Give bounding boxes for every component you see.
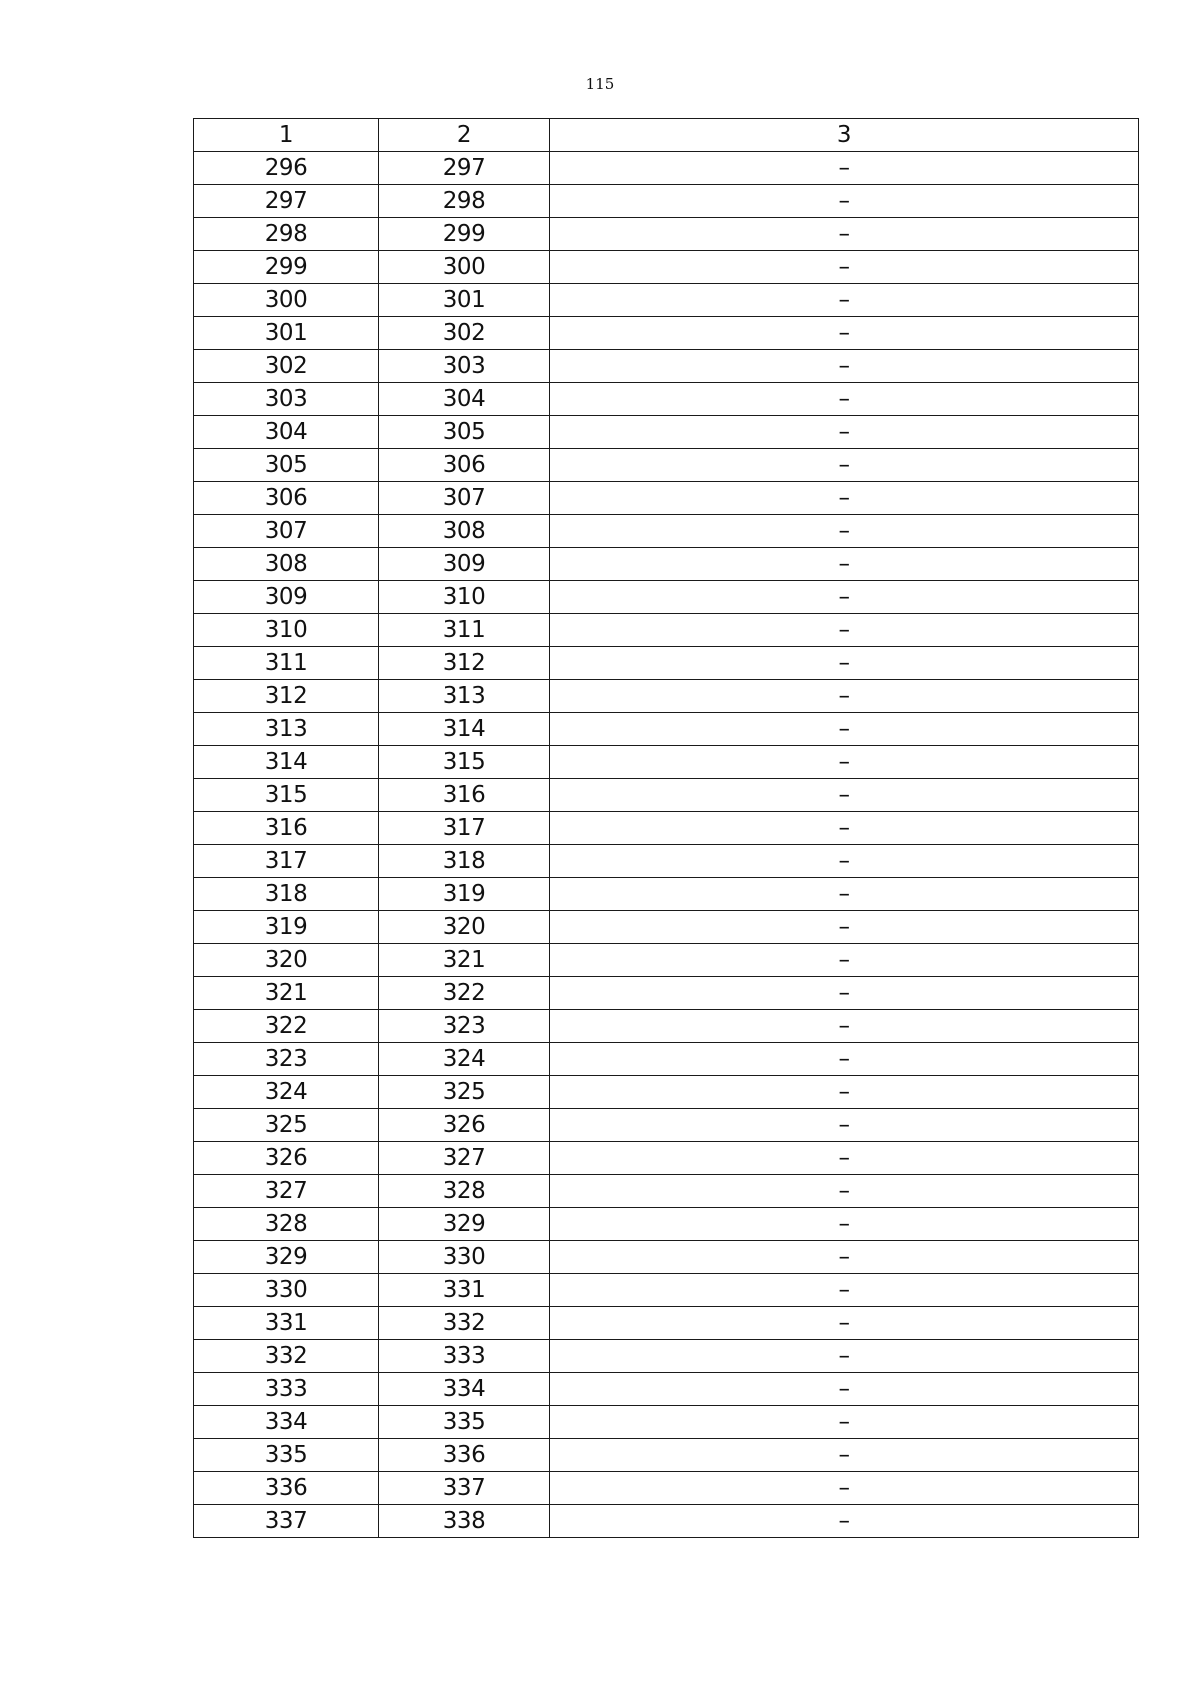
cell-col-2: 308 [379, 515, 550, 548]
cell-col-1: 296 [194, 152, 379, 185]
cell-col-2: 302 [379, 317, 550, 350]
cell-col-2: 329 [379, 1208, 550, 1241]
cell-col-1: 312 [194, 680, 379, 713]
column-header-3: 3 [550, 119, 1139, 152]
cell-col-3: – [550, 1274, 1139, 1307]
table-row [194, 350, 1139, 383]
cell-col-2: 313 [379, 680, 550, 713]
cell-col-2: 338 [379, 1505, 550, 1538]
cell-col-2: 323 [379, 1010, 550, 1043]
cell-col-1: 332 [194, 1340, 379, 1373]
table-body [194, 152, 1139, 1538]
cell-col-3: – [550, 977, 1139, 1010]
cell-col-2: 304 [379, 383, 550, 416]
cell-col-2: 321 [379, 944, 550, 977]
cell-col-1: 311 [194, 647, 379, 680]
cell-col-1: 328 [194, 1208, 379, 1241]
table-row [194, 1010, 1139, 1043]
cell-col-1: 297 [194, 185, 379, 218]
cell-col-2: 312 [379, 647, 550, 680]
cell-col-3: – [550, 1043, 1139, 1076]
table-row [194, 812, 1139, 845]
cell-col-1: 316 [194, 812, 379, 845]
table-row [194, 1175, 1139, 1208]
table-row [194, 1340, 1139, 1373]
table-row [194, 482, 1139, 515]
cell-col-1: 300 [194, 284, 379, 317]
cell-col-2: 320 [379, 911, 550, 944]
cell-col-3: – [550, 1406, 1139, 1439]
cell-col-1: 334 [194, 1406, 379, 1439]
table-row [194, 1142, 1139, 1175]
cell-col-3: – [550, 284, 1139, 317]
table-row [194, 581, 1139, 614]
cell-col-1: 327 [194, 1175, 379, 1208]
cell-col-3: – [550, 944, 1139, 977]
cell-col-1: 335 [194, 1439, 379, 1472]
cell-col-3: – [550, 1505, 1139, 1538]
table-row [194, 845, 1139, 878]
page-number: 115 [585, 75, 615, 93]
table-row [194, 1109, 1139, 1142]
cell-col-1: 301 [194, 317, 379, 350]
cell-col-3: – [550, 647, 1139, 680]
cell-col-3: – [550, 878, 1139, 911]
cell-col-1: 321 [194, 977, 379, 1010]
table-row [194, 944, 1139, 977]
cell-col-1: 324 [194, 1076, 379, 1109]
cell-col-3: – [550, 449, 1139, 482]
cell-col-1: 298 [194, 218, 379, 251]
cell-col-3: – [550, 1472, 1139, 1505]
table-row [194, 1076, 1139, 1109]
cell-col-2: 331 [379, 1274, 550, 1307]
cell-col-3: – [550, 713, 1139, 746]
cell-col-1: 325 [194, 1109, 379, 1142]
table-row [194, 284, 1139, 317]
table-row [194, 746, 1139, 779]
cell-col-3: – [550, 845, 1139, 878]
header-row [194, 119, 1139, 152]
cell-col-1: 307 [194, 515, 379, 548]
cell-col-1: 309 [194, 581, 379, 614]
cell-col-3: – [550, 218, 1139, 251]
cell-col-3: – [550, 185, 1139, 218]
cell-col-3: – [550, 1010, 1139, 1043]
cell-col-3: – [550, 350, 1139, 383]
cell-col-1: 323 [194, 1043, 379, 1076]
table-row [194, 317, 1139, 350]
cell-col-1: 318 [194, 878, 379, 911]
cell-col-1: 326 [194, 1142, 379, 1175]
cell-col-2: 318 [379, 845, 550, 878]
cell-col-3: – [550, 1109, 1139, 1142]
cell-col-3: – [550, 581, 1139, 614]
cell-col-2: 334 [379, 1373, 550, 1406]
table-row [194, 218, 1139, 251]
cell-col-1: 322 [194, 1010, 379, 1043]
table-row [194, 779, 1139, 812]
cell-col-3: – [550, 548, 1139, 581]
table-row [194, 614, 1139, 647]
table-row [194, 152, 1139, 185]
cell-col-3: – [550, 1373, 1139, 1406]
cell-col-1: 320 [194, 944, 379, 977]
cell-col-3: – [550, 1076, 1139, 1109]
cell-col-3: – [550, 1241, 1139, 1274]
cell-col-3: – [550, 383, 1139, 416]
table-row [194, 977, 1139, 1010]
cell-col-3: – [550, 1142, 1139, 1175]
cell-col-2: 297 [379, 152, 550, 185]
cell-col-2: 324 [379, 1043, 550, 1076]
cell-col-3: – [550, 482, 1139, 515]
cell-col-2: 303 [379, 350, 550, 383]
cell-col-2: 299 [379, 218, 550, 251]
cell-col-2: 309 [379, 548, 550, 581]
table-row [194, 878, 1139, 911]
table-row [194, 449, 1139, 482]
cell-col-1: 306 [194, 482, 379, 515]
cell-col-2: 314 [379, 713, 550, 746]
cell-col-2: 333 [379, 1340, 550, 1373]
cell-col-1: 308 [194, 548, 379, 581]
table-row [194, 185, 1139, 218]
cell-col-3: – [550, 1307, 1139, 1340]
cell-col-2: 317 [379, 812, 550, 845]
cell-col-1: 314 [194, 746, 379, 779]
cell-col-2: 298 [379, 185, 550, 218]
table-header [194, 119, 1139, 152]
cell-col-3: – [550, 779, 1139, 812]
table-row [194, 1241, 1139, 1274]
table-row [194, 1439, 1139, 1472]
table-row [194, 515, 1139, 548]
cell-col-1: 313 [194, 713, 379, 746]
cell-col-1: 330 [194, 1274, 379, 1307]
cell-col-1: 303 [194, 383, 379, 416]
cell-col-3: – [550, 317, 1139, 350]
cell-col-2: 319 [379, 878, 550, 911]
cell-col-3: – [550, 1340, 1139, 1373]
cell-col-3: – [550, 1208, 1139, 1241]
cell-col-3: – [550, 1439, 1139, 1472]
table-row [194, 383, 1139, 416]
table-row [194, 1472, 1139, 1505]
cell-col-2: 310 [379, 581, 550, 614]
data-table [193, 118, 1139, 1538]
table-row [194, 1406, 1139, 1439]
cell-col-2: 301 [379, 284, 550, 317]
cell-col-2: 326 [379, 1109, 550, 1142]
cell-col-2: 316 [379, 779, 550, 812]
cell-col-2: 300 [379, 251, 550, 284]
cell-col-1: 315 [194, 779, 379, 812]
cell-col-1: 317 [194, 845, 379, 878]
cell-col-2: 337 [379, 1472, 550, 1505]
table-row [194, 1307, 1139, 1340]
cell-col-1: 337 [194, 1505, 379, 1538]
cell-col-2: 306 [379, 449, 550, 482]
cell-col-2: 305 [379, 416, 550, 449]
cell-col-1: 336 [194, 1472, 379, 1505]
table-row [194, 713, 1139, 746]
cell-col-2: 328 [379, 1175, 550, 1208]
table-row [194, 1274, 1139, 1307]
cell-col-2: 315 [379, 746, 550, 779]
cell-col-3: – [550, 614, 1139, 647]
cell-col-2: 330 [379, 1241, 550, 1274]
cell-col-2: 322 [379, 977, 550, 1010]
table-row [194, 1208, 1139, 1241]
table-row [194, 647, 1139, 680]
table-row [194, 548, 1139, 581]
cell-col-1: 302 [194, 350, 379, 383]
table-row [194, 1373, 1139, 1406]
cell-col-1: 304 [194, 416, 379, 449]
cell-col-3: – [550, 911, 1139, 944]
table-row [194, 1505, 1139, 1538]
cell-col-3: – [550, 1175, 1139, 1208]
table-row [194, 251, 1139, 284]
cell-col-3: – [550, 746, 1139, 779]
cell-col-1: 329 [194, 1241, 379, 1274]
cell-col-2: 332 [379, 1307, 550, 1340]
cell-col-3: – [550, 812, 1139, 845]
cell-col-2: 307 [379, 482, 550, 515]
table-row [194, 911, 1139, 944]
cell-col-2: 335 [379, 1406, 550, 1439]
cell-col-3: – [550, 251, 1139, 284]
cell-col-1: 305 [194, 449, 379, 482]
table-row [194, 680, 1139, 713]
cell-col-3: – [550, 152, 1139, 185]
column-header-1: 1 [194, 119, 379, 152]
cell-col-2: 311 [379, 614, 550, 647]
cell-col-2: 336 [379, 1439, 550, 1472]
cell-col-1: 310 [194, 614, 379, 647]
cell-col-3: – [550, 680, 1139, 713]
cell-col-1: 319 [194, 911, 379, 944]
table-row [194, 416, 1139, 449]
cell-col-3: – [550, 515, 1139, 548]
cell-col-2: 327 [379, 1142, 550, 1175]
cell-col-3: – [550, 416, 1139, 449]
column-header-2: 2 [379, 119, 550, 152]
cell-col-1: 299 [194, 251, 379, 284]
cell-col-1: 331 [194, 1307, 379, 1340]
cell-col-2: 325 [379, 1076, 550, 1109]
cell-col-1: 333 [194, 1373, 379, 1406]
table-row [194, 1043, 1139, 1076]
